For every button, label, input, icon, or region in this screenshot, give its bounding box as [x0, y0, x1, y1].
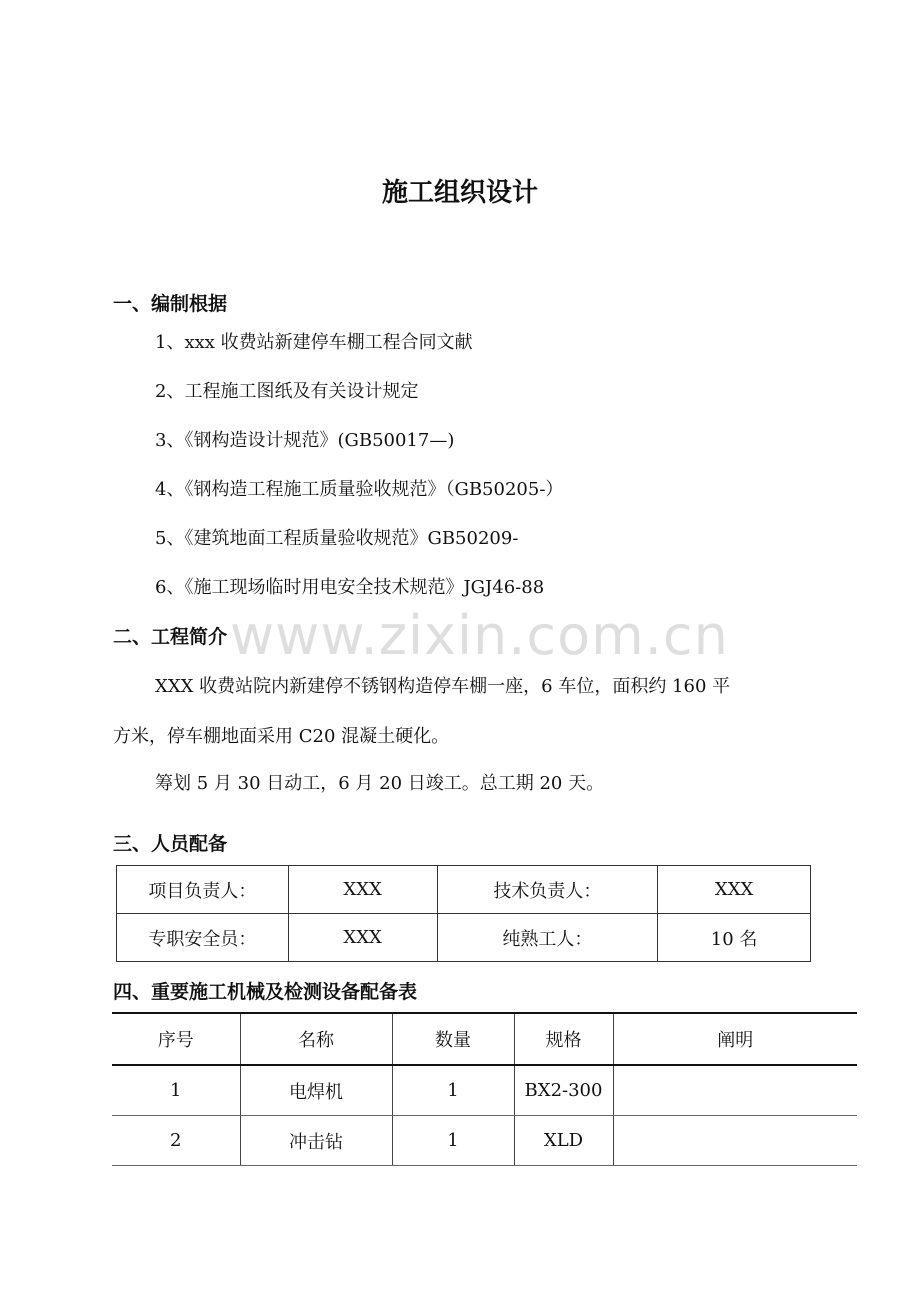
table-header-row: [112, 1013, 857, 1065]
document-title: 施工组织设计: [381, 178, 538, 208]
table-cell: XXX: [288, 866, 437, 914]
table-cell: BX2-300: [514, 1065, 613, 1116]
table-row: [112, 1065, 857, 1116]
section-heading-equipment: 四、重要施工机械及检测设备配备表: [113, 981, 418, 1003]
table-cell: 项目负责人：: [117, 866, 289, 914]
section-heading-overview: 二、工程简介: [113, 626, 228, 648]
basis-item: 6、《施工现场临时用电安全技术规范》JGJ46-88: [155, 577, 545, 598]
column-header: 序号: [112, 1013, 240, 1065]
table-cell: 1: [112, 1065, 240, 1116]
basis-item: 4、《钢构造工程施工质量验收规范》（GB50205-）: [155, 479, 564, 500]
column-header: 规格: [514, 1013, 613, 1065]
staff-table: [116, 865, 811, 962]
table-cell: 电焊机: [240, 1065, 392, 1116]
table-row: [112, 1116, 857, 1166]
table-cell: 专职安全员：: [117, 914, 289, 962]
watermark: www.zixin.com.cn: [230, 604, 729, 667]
overview-paragraph-line: XXX 收费站院内新建停不锈钢构造停车棚一座，6 车位，面积约 160 平: [155, 676, 731, 697]
table-cell: 技术负责人：: [437, 866, 658, 914]
table-cell: XXX: [288, 914, 437, 962]
table-row: [117, 914, 811, 962]
basis-item: 1、xxx 收费站新建停车棚工程合同文献: [155, 332, 473, 353]
equipment-table: [112, 1012, 857, 1166]
table-cell: XLD: [514, 1116, 613, 1166]
basis-item: 2、工程施工图纸及有关设计规定: [155, 381, 419, 402]
table-cell: XXX: [658, 866, 811, 914]
table-cell: 纯熟工人：: [437, 914, 658, 962]
table-cell: 1: [392, 1065, 514, 1116]
section-heading-staff: 三、人员配备: [113, 833, 228, 855]
table-cell: 1: [392, 1116, 514, 1166]
table-cell: [613, 1116, 857, 1166]
section-heading-basis: 一、编制根据: [113, 293, 228, 315]
table-row: [117, 866, 811, 914]
schedule-paragraph: 筹划 5 月 30 日动工，6 月 20 日竣工。总工期 20 天。: [155, 773, 605, 794]
table-cell: 10 名: [658, 914, 811, 962]
basis-item: 5、《建筑地面工程质量验收规范》GB50209-: [155, 528, 519, 549]
column-header: 名称: [240, 1013, 392, 1065]
table-cell: 冲击钻: [240, 1116, 392, 1166]
table-cell: 2: [112, 1116, 240, 1166]
basis-item: 3、《钢构造设计规范》(GB50017—): [155, 430, 455, 451]
table-cell: [613, 1065, 857, 1116]
column-header: 阐明: [613, 1013, 857, 1065]
column-header: 数量: [392, 1013, 514, 1065]
overview-paragraph-line: 方米，停车棚地面采用 C20 混凝土硬化。: [113, 726, 450, 747]
